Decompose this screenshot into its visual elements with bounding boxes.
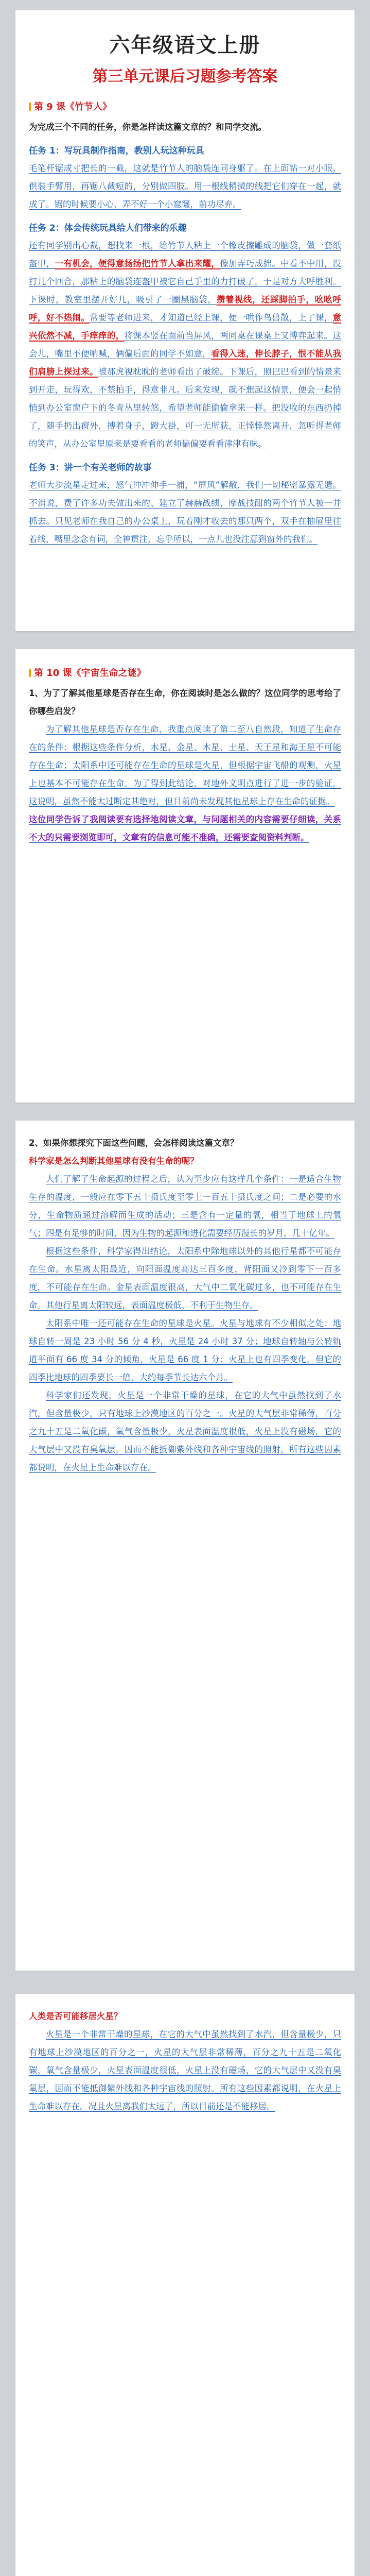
task-3-answer: 老师大步流星走过来，怒气冲冲伸手一捕，“屏风”解散，我们一切秘密暴露无遗。不消说，费了许多功夫做出来的、建立了赫赫战绩，摩战技酣的两个竹节人被一并抓去。只见老师在我自己的办公桌上，玩着刚才收去的那只两个，双手在抽屉里往着线，嘴里念念有词，全神贯注，忘乎所以，一点儿也没注意到窗外的我们。 xyxy=(29,480,341,544)
task-2-text-c: 常要等老师进来，才知道已经上课，便一哄作鸟兽散，上了课， xyxy=(90,313,333,323)
task-2-highlight-a: 一有机会，便得意扬扬把竹节人拿出来耀， xyxy=(55,259,220,268)
accent-bar-icon xyxy=(29,103,31,111)
question-2-sub-1: 科学家是怎么判断其他星球有没有生命的呢？ xyxy=(29,1156,199,1166)
answer-card-1 xyxy=(15,10,355,631)
task-2-text-b: 像加弄巧成拙。中看不中用，没打几个回合，那粘上的脑袋连盔甲被它自己手里的力打破了。于是对方大呼胜利。下课时，教室里摆开好几，吸引了一圈黑脑袋， xyxy=(29,259,342,304)
question-2-answer-2: 火星是一个非常干燥的星球，在它的大气中虽然找到了水汽，但含量极少，只有地球上沙漠地区的百分之一，火星的大气层非常稀薄，百分之九十五是二氧化碳，氧气含量极少，火星表面温度很低，火星上没有磁场，它的大气层中又没有臭氧层，因而不能抵御紫外线和各种宇宙线的照射。所有这些因素都说明，在火星上生命难以存在。况且火星离我们太远了，所以目前还是不能移居。 xyxy=(29,2029,341,2111)
lesson-10-heading-text: 第 10 课《宇宙生命之谜》 xyxy=(34,668,146,679)
task-2-text-a: 还有同学别出心裁，想找来一根，给竹节人粘上一个橡皮擦雕成的脑袋，做一套纸盔甲， xyxy=(29,241,341,268)
accent-bar-icon xyxy=(29,669,31,677)
task-2-text-e: 被那虎视眈眈的老师看出了破绽。下课后，照巴巴看到的情景来到开走，玩得欢，不禁拍手，得意非凡。后来发现，就不想起这情景，便会一起悄悄到办公室窗户下的冬青丛里转悠，希望老师能偷偷拿来一样。把没收的东西扔掉了，随手扔出窗外，搏着身子，蹬大褂，可一无所获，正悻悻然离开，忽听得老师的笑声，从办公室里原来是要看看的老师偏偏要看看津津有味。 xyxy=(29,367,342,449)
answer-card-3 xyxy=(15,1121,355,1971)
question-2-answer-1-p4: 科学家们还发现，火星是一个非常干燥的星球，在它的大气中虽然找到了水汽，但含量极少，只有地球上沙漠地区的百分之一。火星的大气层非常稀薄，百分之九十五是二氧化碳，氧气含量极少，火星表面温度很低，火星上没有磁场，它的大气层中又没有臭氧层，因而不能抵御紫外线和各种宇宙线的照射，所有这些因素都说明，在火星上生命难以存在。 xyxy=(29,1391,341,1472)
task-1-answer: 毛笔杆锯成寸把长的一截，这就是竹节人的脑袋连同身躯了。在上面钻一对小眼，供装手臂用，再锯八截短的，分别做四肢。用一根线稍微的线把它们穿在一起，就成了。锯的时候要小心，弄不好一个小窟窿，前功尽弃。 xyxy=(29,163,341,209)
page-subtitle: 第三单元课后习题参考答案 xyxy=(92,67,278,86)
task-2-highlight-b: 攒着视线，还踩脚拍手，吆吆呼呼，好不热闹。 xyxy=(29,295,342,323)
lesson-9-question: 为完成三个不同的任务，你是怎样读这篇文章的？和同学交流。 xyxy=(29,122,267,132)
page-title: 六年级语文上册 xyxy=(109,33,261,57)
lesson-9-heading-text: 第 9 课《竹节人》 xyxy=(34,101,112,112)
task-2-text-d: 将课本竖在面前当屏风，两同桌在课桌上又博弈起来。这会儿，嘴里不便呐喊，俩偏后面的同学不如意， xyxy=(29,331,342,359)
lesson-10-question-2: 2、如果你想探究下面这些问题，会怎样阅读这篇文章？ xyxy=(29,1138,239,1148)
lesson-10-answer-1-insight: 这位同学告诉了我阅读要有选择地阅读文章，与问题相关的内容需要仔细读，关系不大的只需要浏览即可，文章有的信息可能不准确，还需要查阅资料判断。 xyxy=(29,815,341,842)
task-3-label: 任务 3：讲一个有关老师的故事 xyxy=(29,463,152,473)
question-2-answer-1-p1: 人们了解了生命起源的过程之后，认为至少应有这样几个条件：一是适合生物生存的温度，一般应在零下五十摄氏度至零上一百五十摄氏度之间；二是必要的水分，生命物质通过溶解而生成的活动；三是含有一定量的氧，相当于地球上的氧气；四是有足够的时间，因为生物的起源和进化需要经历漫长的岁月，几十亿年。 xyxy=(29,1174,341,1238)
lesson-10-question-1: 1、为了了解其他星球是否存在生命，你在阅读时是怎么做的？这位同学的思考给了你哪些启发？ xyxy=(29,688,341,716)
task-2-highlight-c: 意兴依然不减，手痒痒的， xyxy=(29,313,342,341)
lesson-9-heading xyxy=(29,99,341,113)
question-2-answer-1-p3: 太阳系中唯一还可能存在生命的星球是火星。火星与地球有不少相似之处：地球自转一周是 23 小时 56 分 4 秒，火星是 24 小时 37 分；地球自转轴与公转轨道平面有 66 度 34 分的倾角，火星是 66 度 1 分；火星上也有四季变化，但它的四季比地球的四季要长一倍，大约每季节长达六个月。 xyxy=(29,1318,341,1382)
lesson-10-answer-1: 为了解其他星球是否存在生命，我重点阅读了第二至八自然段，知道了生命存在的条件：根据这些条件分析，水星、金星、木星、土星、天王星和海王星不可能存在生命；太阳系中还可能存在生命的星球是火星，但根据宇宙飞船的观测，火星上也基本不可能存在生命。为了得到此结论，对地外文明点进行了进一步的验证，这说明，虽然不能太过断定其绝对，但目前尚未发现其他星球上存在生命的证据。 xyxy=(29,724,341,806)
answer-card-2 xyxy=(15,649,355,1103)
question-2-sub-2: 人类是否可能移居火星？ xyxy=(29,2011,122,2021)
task-2-answer xyxy=(29,236,341,453)
answer-card-4 xyxy=(15,1994,355,2576)
task-1-label: 任务 1：写玩具制作指南，教别人玩这种玩具 xyxy=(29,146,204,156)
question-2-answer-1-p2: 根据这些条件，科学家得出结论，太阳系中除地球以外的其他行星都不可能存在生命。水星离太阳最近，向阳面温度高达三百多度，背阳面又冷到零下一百多度，不可能存在生命。金星表面温度很高，大气中二氧化碳过多，也不可能存在生命。其他行星离太阳较远，表面温度极低，不利于生物生存。 xyxy=(29,1246,341,1310)
lesson-10-heading xyxy=(29,666,341,679)
task-2-highlight-d: 看得入迷，伸长脖子，恨不能从我们肩膀上探过来。 xyxy=(29,349,342,377)
task-2-label: 任务 2：体会传统玩具给人们带来的乐趣 xyxy=(29,223,187,233)
